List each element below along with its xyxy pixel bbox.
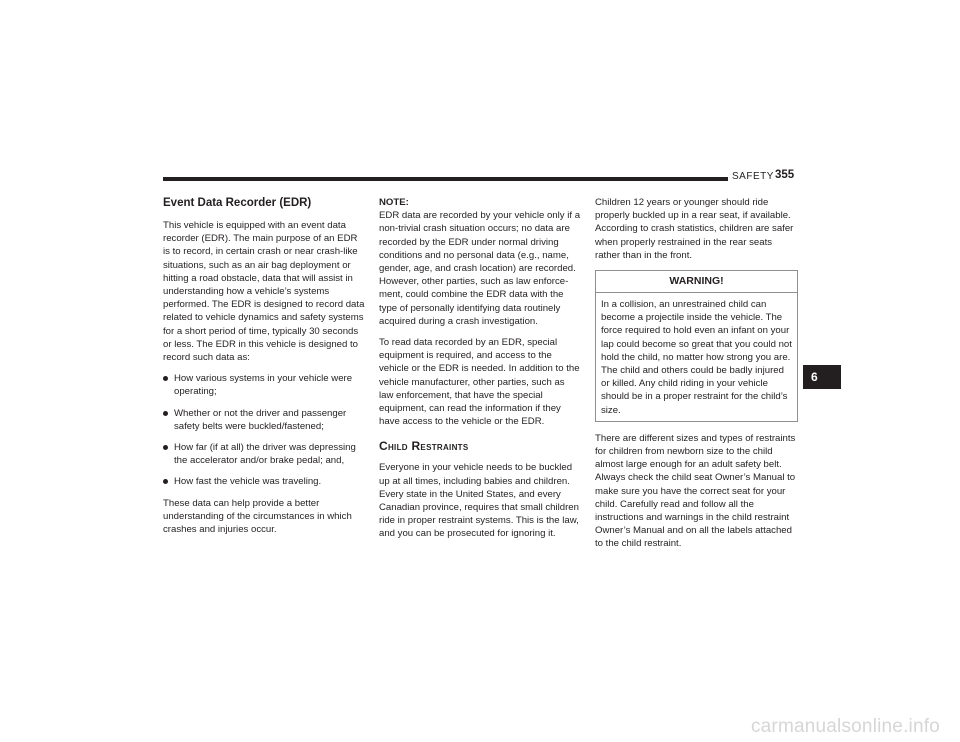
list-item bbox=[163, 407, 366, 433]
warning-box bbox=[595, 270, 798, 422]
child-restraints-heading: Child Restraints bbox=[379, 439, 469, 454]
edr-data-list bbox=[163, 372, 366, 488]
edr-intro-paragraph: This vehicle is equipped with an event data recorder (EDR). The main purpose of an EDR is to record, in certain crash or near crash-like situations, such as an air bag deployment or hitting a road obstacle, data that will assist in understanding how a vehicle’s systems performed. The EDR is designed to record data related to vehicle dynamics and safety systems for a short period of time, typically 30 seconds or less. The EDR in this vehicle is designed to record such data as: bbox=[163, 220, 365, 364]
list-item-text: How far (if at all) the driver was depressing the accelerator and/or brake pedal; and, bbox=[174, 442, 356, 467]
warning-body bbox=[596, 293, 797, 421]
edr-closing-paragraph: These data can help provide a better understanding of the circumstances in which crashes and injuries occur. bbox=[163, 497, 352, 536]
column-right bbox=[595, 196, 798, 559]
chapter-tab: 6 bbox=[803, 365, 841, 389]
restraint-types-paragraph: There are different sizes and types of restraints for children from newborn size to the child almost large enough for an adult safety belt. Always check the child seat Owner’s Manual to make sure you have the correct seat for your child. Carefully read and follow all the instructions and warnings in the child restraint Owner’s Manual and on all the labels attached to the child restraint. bbox=[595, 432, 796, 550]
rear-seat-paragraph: Children 12 years or younger should ride properly buckled up in a rear seat, if available. According to crash statistics, children are safer when properly restrained in the rear seats rather than in the front. bbox=[595, 197, 794, 261]
header-rule bbox=[163, 177, 728, 181]
list-item-text: How various systems in your vehicle were operating; bbox=[174, 373, 353, 398]
list-item bbox=[163, 441, 366, 467]
bullet-icon bbox=[163, 411, 168, 416]
bullet-icon bbox=[163, 479, 168, 484]
list-item bbox=[163, 372, 366, 398]
page-number: 355 bbox=[775, 169, 795, 181]
warning-title: WARNING! bbox=[596, 271, 797, 293]
bullet-icon bbox=[163, 376, 168, 381]
list-item-text: Whether or not the driver and passenger safety belts were buckled/fastened; bbox=[174, 407, 347, 432]
column-left bbox=[163, 196, 366, 544]
warning-text: In a collision, an unrestrained child can become a projectile inside the vehicle. The force required to hold even an infant on your lap could become so great that you could not hold the child, no matter how strong you are. The child and others could be badly injured or killed. Any child riding in your vehicle should be in a proper restraint for the child’s size. bbox=[601, 299, 792, 416]
note-text: EDR data are recorded by your vehicle only if a non-trivial crash situation occurs; no data are recorded by the EDR under normal driving conditions and no personal data (e.g., name, gender, age, and crash location) are recorded. However, other parties, such as law enforce-ment, could combine the EDR data with the type of personally identifying data routinely acquired during a crash investigation. bbox=[379, 210, 581, 327]
list-item-text: How fast the vehicle was traveling. bbox=[174, 476, 322, 488]
note-paragraph bbox=[379, 196, 581, 328]
edr-heading: Event Data Recorder (EDR) bbox=[163, 197, 312, 209]
watermark-text: carmanualsonline.info bbox=[750, 716, 940, 737]
list-item bbox=[163, 475, 366, 488]
bullet-icon bbox=[163, 445, 168, 450]
column-middle bbox=[379, 196, 581, 549]
header-section-name: SAFETY bbox=[732, 171, 774, 182]
edr-access-paragraph: To read data recorded by an EDR, special equipment is required, and access to the vehicle or the EDR is needed. In addition to the vehicle manufacturer, other parties, such as law enforcement, that have the special equipment, can read the information if they have access to the vehicle or the EDR. bbox=[379, 337, 580, 428]
child-restraints-paragraph: Everyone in your vehicle needs to be buckled up at all times, including babies and children. Every state in the United States, and every Canadian province, requires that small children ride in proper restraint systems. This is the law, and you can be prosecuted for ignoring it. bbox=[379, 462, 579, 540]
note-label: NOTE: bbox=[379, 197, 409, 208]
